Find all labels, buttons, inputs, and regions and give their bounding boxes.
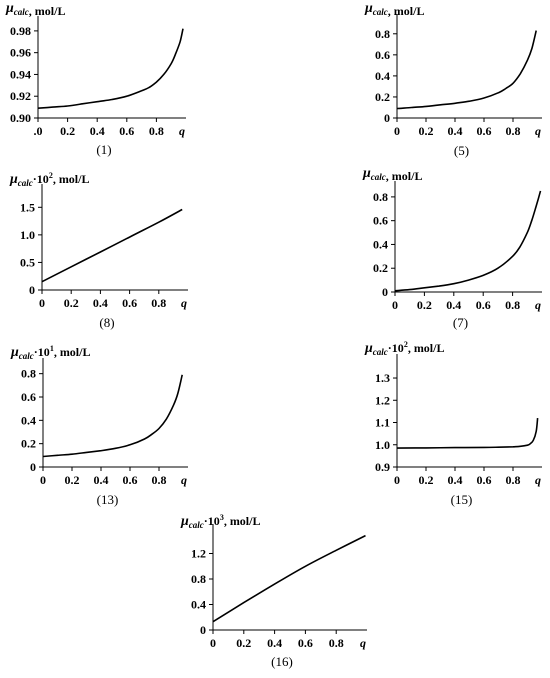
y-tick-label: 1.3 [375, 371, 390, 386]
y-axis-label: $\mu_{calc}\cdot 10^2$, mol/L [365, 340, 445, 357]
x-tick-label: 0 [40, 473, 46, 487]
y-tick-label: 0.2 [21, 436, 36, 451]
y-axis-label: $\mu_{calc}$, mol/L [365, 1, 425, 18]
x-tick-label: 0.6 [122, 473, 138, 487]
x-axis-label: q [535, 124, 541, 138]
y-tick-label: 0.4 [191, 597, 206, 612]
x-tick-label: 0 [392, 298, 398, 312]
x-axis-label: q [181, 473, 187, 487]
y-tick-label: 1.5 [20, 200, 35, 215]
x-tick-label: 0.6 [297, 636, 313, 650]
y-tick-label: 1.0 [20, 227, 35, 242]
chart-panel-6 [364, 340, 542, 507]
x-tick-label: 0 [394, 124, 400, 138]
y-tick-label: 0.4 [21, 413, 36, 428]
x-tick-label: 0.4 [447, 473, 463, 487]
y-axis-label: $\mu_{calc}\cdot 10^1$, mol/L [11, 344, 91, 361]
x-tick-label: 0.8 [151, 296, 167, 310]
series-line [213, 536, 366, 622]
panel-label: (1) [96, 142, 112, 157]
panel-label: (16) [271, 654, 293, 669]
y-axis-label: $\mu_{calc}$, mol/L [363, 166, 423, 183]
x-tick-label: 0.6 [122, 296, 138, 310]
x-tick-label: 0 [39, 296, 45, 310]
panel-label: (5) [453, 143, 470, 158]
y-tick-label: 0.6 [375, 47, 390, 62]
y-tick-label: 0.5 [20, 255, 35, 270]
x-tick-label: 0.6 [475, 298, 491, 312]
x-axis-label: q [360, 636, 366, 650]
y-tick-label: 0 [200, 623, 206, 637]
y-tick-label: 0 [29, 283, 35, 297]
x-tick-label: 0.8 [148, 124, 164, 138]
x-tick-label: 0.8 [505, 124, 521, 138]
y-tick-label: 0 [384, 111, 390, 125]
chart-panel-4 [362, 166, 542, 330]
series-line [397, 418, 538, 448]
x-tick-label: 0.6 [476, 473, 492, 487]
x-tick-label: 0.4 [92, 296, 108, 310]
series-line [395, 191, 541, 291]
y-tick-label: 0.4 [375, 68, 390, 83]
y-tick-label: 0.9 [375, 460, 390, 474]
y-axis-label: $\mu_{calc}$, mol/L [6, 1, 66, 18]
y-tick-label: 0 [382, 285, 388, 299]
x-tick-label: 0.8 [151, 473, 167, 487]
x-tick-label: 0.4 [267, 636, 283, 650]
x-tick-label: 0.2 [418, 473, 434, 487]
x-tick-label: 0.2 [416, 298, 432, 312]
y-tick-label: 0.94 [10, 67, 31, 82]
x-tick-label: 0.8 [505, 298, 521, 312]
y-tick-label: 0.8 [191, 572, 206, 586]
chart-panel-2 [364, 1, 542, 158]
x-axis-label: q [179, 124, 185, 138]
series-line [42, 210, 182, 282]
y-tick-label: 0.96 [10, 45, 31, 60]
y-tick-label: 0.90 [10, 111, 31, 125]
x-tick-label: 0.2 [64, 473, 80, 487]
panel-label: (8) [99, 315, 115, 330]
y-tick-label: 0.98 [10, 23, 31, 38]
x-tick-label: 0.4 [93, 473, 109, 487]
x-tick-label: .0 [33, 124, 43, 138]
y-tick-label: 0 [30, 460, 36, 474]
x-tick-label: 0.2 [418, 124, 434, 138]
x-tick-label: 0.2 [60, 124, 76, 138]
chart-panel-5 [10, 344, 188, 507]
chart-panel-1 [5, 1, 186, 157]
y-tick-label: 0.2 [373, 261, 388, 276]
y-tick-label: 0.8 [373, 189, 388, 204]
x-tick-label: 0.4 [89, 124, 105, 138]
series-line [397, 31, 536, 109]
y-axis-label: $\mu_{calc}\cdot 10^2$, mol/L [10, 171, 90, 188]
series-line [38, 29, 183, 109]
chart-panel-7 [180, 513, 367, 669]
y-tick-label: 1.1 [375, 415, 390, 430]
y-axis-label: $\mu_{calc}\cdot 10^3$, mol/L [181, 513, 261, 530]
y-tick-label: 1.2 [375, 393, 390, 408]
x-tick-label: 0.4 [447, 124, 463, 138]
x-tick-label: 0 [210, 636, 216, 650]
x-tick-label: 0.2 [63, 296, 79, 310]
x-tick-label: 0.8 [505, 473, 521, 487]
x-axis-label: q [535, 473, 541, 487]
x-tick-label: 0.4 [446, 298, 462, 312]
y-tick-label: 0.8 [21, 366, 36, 381]
panel-label: (15) [450, 492, 473, 507]
y-tick-label: 0.8 [375, 26, 390, 41]
x-axis-label: q [181, 296, 187, 310]
x-tick-label: 0.2 [236, 636, 252, 650]
x-axis-label: q [535, 298, 541, 312]
x-tick-label: 0.6 [119, 124, 135, 138]
y-tick-label: 0.6 [373, 213, 388, 228]
y-tick-label: 0.92 [10, 89, 31, 104]
y-tick-label: 0.6 [21, 390, 36, 404]
x-tick-label: 0.8 [328, 636, 344, 650]
y-tick-label: 1.2 [191, 546, 206, 561]
series-line [43, 375, 182, 457]
y-tick-label: 0.4 [373, 237, 388, 252]
panel-label: (7) [452, 315, 469, 330]
panel-label: (13) [96, 492, 119, 507]
y-tick-label: 0.2 [375, 89, 390, 104]
x-tick-label: 0.6 [476, 124, 492, 138]
x-tick-label: 0 [394, 473, 400, 487]
y-tick-label: 1.0 [375, 437, 390, 452]
chart-panel-3 [9, 171, 188, 330]
